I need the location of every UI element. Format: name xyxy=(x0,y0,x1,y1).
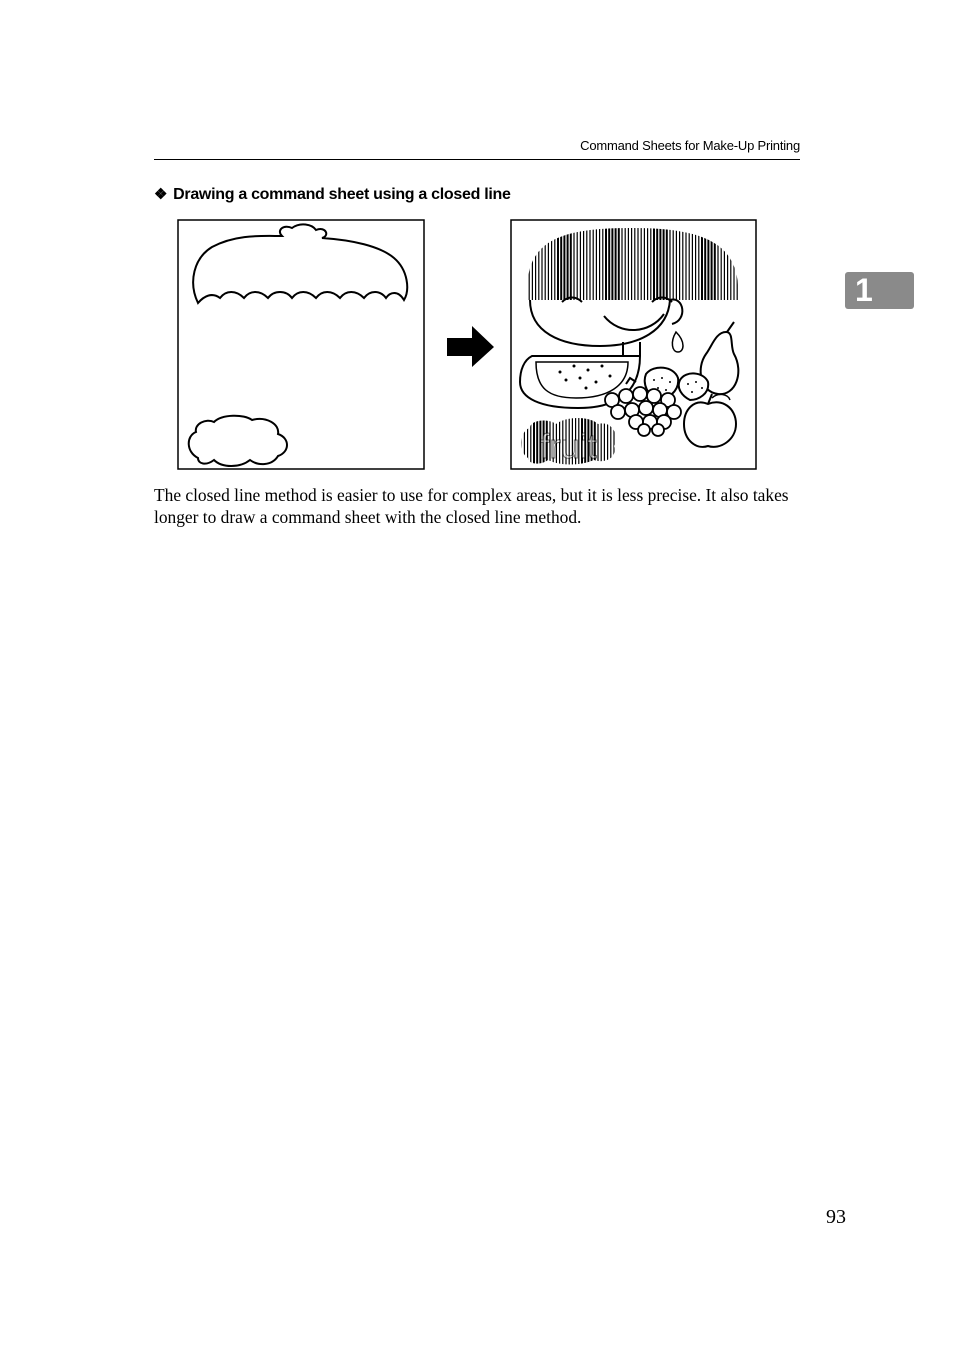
page-number: 93 xyxy=(826,1206,846,1228)
closed-line-figure xyxy=(0,0,954,480)
section-heading-text: Drawing a command sheet using a closed line xyxy=(173,186,511,203)
chapter-number: 1 xyxy=(855,272,873,308)
diamond-bullet-icon: ❖ xyxy=(154,186,168,203)
running-header: Command Sheets for Make-Up Printing xyxy=(580,138,800,153)
printed-result-panel xyxy=(511,220,756,469)
arrow-right-icon xyxy=(447,326,494,367)
body-paragraph: The closed line method is easier to use for complex areas, but it is less precise. It also takes longer to draw a command sheet with the closed line method. xyxy=(154,485,789,527)
left-panel-frame xyxy=(178,220,424,469)
command-sheet-panel xyxy=(178,220,424,469)
fruit-label: fruit xyxy=(540,428,597,466)
apple-outline xyxy=(684,402,736,447)
